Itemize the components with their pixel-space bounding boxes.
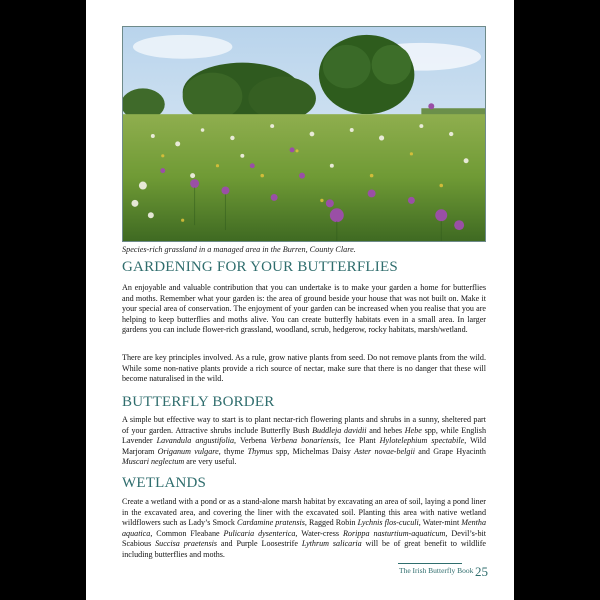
footer-book-title: The Irish Butterfly Book (399, 566, 474, 575)
paragraph-gardening-intro: An enjoyable and valuable contribution that you can undertake is to make your garden a home for butterflies and moths. Remember what your garden is: the area of ground beside your house that was not built on. Make it your special area of conservation. The enjoyment of your garden can be increased when you realise that you are helping to keep butterflies and moths alive. You can create butterfly habitats even in a small area. In larger gardens you can include flower-rich grassland, woodland, scrub, hedgerow, rocky habitats, marsh/wetland. (122, 283, 486, 334)
photo-caption: Species-rich grassland in a managed area in the Burren, County Clare. (122, 245, 356, 254)
heading-wetlands: WETLANDS (122, 475, 207, 491)
paragraph-butterfly-border: A simple but effective way to start is to plant nectar-rich flowering plants and shrubs in a sunny, sheltered part of your garden. Attractive shrubs include Butterfly Bush Buddleja davidii and hebes Hebe spp, while English Lavender Lavandula angustifolia, Verbena Verbena bonariensis, Ice Plant Hylotelephium spectabile, Wild Marjoram Origanum vulgare, thyme Thymus spp, Michelmas Daisy Aster novae-belgii and Grape Hyacinth Muscari neglectum are very useful. (122, 415, 486, 466)
paragraph-wetlands: Create a wetland with a pond or as a stand-alone marsh habitat by excavating an area of soil, laying a pond liner in the excavated area, and covering the liner with the excavated soil. Planting this area with native wetland wildflowers such as Lady’s Smock Cardamine pratensis, Ragged Robin Lychnis flos-cuculi, Water-mint Mentha aquatica, Common Fleabane Pulicaria dysenterica, Water-cress Rorippa nasturtium-aquaticum, Devil’s-bit Scabious Succisa praetensis and Purple Loosestrife Lythrum salicaria will be of great benefit to wildlife including butterflies and moths. (122, 497, 486, 559)
book-page (86, 0, 514, 600)
footer-rule (398, 563, 462, 564)
grassland-photo (122, 26, 486, 242)
heading-butterfly-border: BUTTERFLY BORDER (122, 394, 275, 410)
paragraph-key-principles: There are key principles involved. As a rule, grow native plants from seed. Do not remove plants from the wild. While some non-native plants provide a rich source of nectar, make sure that there is no danger that these will become naturalised in the wild. (122, 353, 486, 383)
heading-gardening: GARDENING FOR YOUR BUTTERFLIES (122, 259, 398, 275)
page-number: 25 (475, 564, 488, 579)
meadow-illustration (123, 27, 485, 241)
